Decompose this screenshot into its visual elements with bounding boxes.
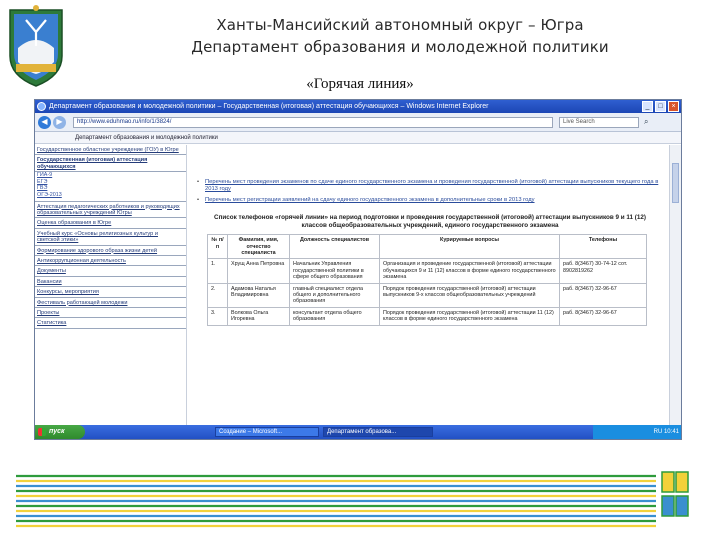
sidebar-item[interactable]: Государственное областное учреждение (ГОУ) в Югре <box>35 145 186 155</box>
sidebar-item[interactable]: Аттестация педагогических работников и руководящих образовательных учреждений Югры <box>35 202 186 219</box>
column-header: Курируемые вопросы <box>380 235 560 259</box>
table-cell: раб. 8(3467) 32-96-67 <box>560 307 647 325</box>
region-title: Ханты-Мансийский автономный округ – Югра <box>216 16 584 34</box>
table-cell: Порядок проведения государственной (итоговой) аттестации выпускников 9-х классов общеобразовательных учреждений <box>380 283 560 307</box>
department-title: Департамент образования и молодежной политики <box>191 38 609 56</box>
column-header: № п/п <box>208 235 228 259</box>
table-cell: Адамова Наталья Владимировна <box>228 283 290 307</box>
main-content <box>195 145 665 427</box>
search-input[interactable]: Live Search <box>559 117 639 128</box>
start-button[interactable]: пуск <box>35 425 85 439</box>
table-cell: Организация и проведение государственной (итоговой) аттестации обучающихся 9 и 11 (12) классов в форме единого государственного экзамена <box>380 259 560 283</box>
close-button[interactable]: × <box>668 101 679 112</box>
sidebar-item[interactable]: Конкурсы, мероприятия <box>35 287 186 297</box>
table-cell: 3. <box>208 307 228 325</box>
window-title: Департамент образования и молодежной политики – Государственная (итоговая) аттестация обучающихся – Windows Internet Explorer <box>49 103 489 110</box>
slide-subtitle: «Горячая линия» <box>306 76 414 92</box>
sidebar-subitem[interactable]: ОГЭ-2013 <box>35 192 186 202</box>
sidebar-item[interactable]: Статистика <box>35 318 186 328</box>
address-bar <box>35 113 681 132</box>
ie-logo-icon <box>37 102 46 111</box>
sidebar-subitem[interactable]: ГВЭ <box>37 185 48 192</box>
column-header: Фамилия, имя, отчество специалиста <box>228 235 290 259</box>
sidebar-item[interactable]: Антикоррупционная деятельность <box>35 256 186 266</box>
scrollbar-thumb[interactable] <box>672 163 679 203</box>
sidebar-item[interactable]: Документы <box>35 266 186 276</box>
table-cell: раб. 8(3467) 32-96-67 <box>560 283 647 307</box>
browser-window <box>34 99 682 440</box>
vertical-scrollbar[interactable] <box>669 145 681 427</box>
taskbar-task-active[interactable]: Департамент образова... <box>323 427 433 437</box>
url-input[interactable]: http://www.eduhmao.ru/info/1/3824/ <box>73 117 553 128</box>
table-row <box>208 259 647 283</box>
sidebar-item[interactable]: Проекты <box>35 308 186 318</box>
table-header-row <box>208 235 647 259</box>
favorites-tab[interactable]: Департамент образования и молодежной политики <box>75 135 218 141</box>
decorative-stripes <box>16 474 656 530</box>
table-cell: 2. <box>208 283 228 307</box>
taskbar-task[interactable]: Создание – Microsoft... <box>215 427 319 437</box>
forward-button[interactable]: ▶ <box>53 116 66 129</box>
table-cell: Хрущ Анна Петровна <box>228 259 290 283</box>
table-cell: Волкова Ольга Игоревна <box>228 307 290 325</box>
sidebar-item[interactable]: Вакансии <box>35 277 186 287</box>
table-row <box>208 307 647 325</box>
sidebar-subitem[interactable]: ГИА-9 <box>37 172 53 179</box>
table-cell: 1. <box>208 259 228 283</box>
sidebar-item[interactable]: Оценка образования в Югре <box>35 218 186 228</box>
table-row <box>208 283 647 307</box>
column-header: Телефоны <box>560 235 647 259</box>
table-cell: консультант отдела общего образования <box>290 307 380 325</box>
page-content <box>35 145 671 427</box>
open-book-logo-icon <box>660 466 690 526</box>
sidebar-item-gia[interactable]: Государственная (итоговая) аттестация обучающихся <box>35 155 186 172</box>
sidebar-item[interactable]: Формирование здорового образа жизни детей <box>35 246 186 256</box>
sidebar <box>35 145 187 427</box>
taskbar <box>35 425 682 439</box>
header <box>120 14 680 58</box>
table-cell: Начальник Управления государственной политики в сфере общего образования <box>290 259 380 283</box>
search-icon[interactable]: ⌕ <box>644 117 649 126</box>
document-link[interactable]: • Перечень мест проведения экзаменов по сдаче единого государственного экзамена и проведения государственной (итоговой) аттестации выпускников текущего года в 2013 году <box>195 179 665 193</box>
table-cell: раб. 8(3467) 30-74-12 сот. 8902819262 <box>560 259 647 283</box>
table-cell: главный специалист отдела общего и дополнительного образования <box>290 283 380 307</box>
back-button[interactable]: ◀ <box>38 116 51 129</box>
system-tray: RU 10:41 <box>593 425 682 439</box>
sidebar-item[interactable]: Фестиваль работающей молодежи <box>35 298 186 308</box>
hotline-table <box>207 234 647 325</box>
window-titlebar <box>35 100 681 113</box>
minimize-button[interactable]: _ <box>642 101 653 112</box>
table-cell: Порядок проведения государственной (итоговой) аттестации 11 (12) классов в форме единого государственного экзамена <box>380 307 560 325</box>
document-link[interactable]: • Перечень мест регистрации заявлений на сдачу единого государственного экзамена в дополнительные сроки в 2013 году <box>195 197 665 204</box>
maximize-button[interactable]: □ <box>655 101 666 112</box>
sidebar-subitem[interactable]: ЕГЭ <box>37 178 48 185</box>
favorites-bar <box>35 132 681 144</box>
sidebar-item[interactable]: Учебный курс «Основы религиозных культур и светской этики» <box>35 229 186 246</box>
table-title: Список телефонов «горячей линии» на период подготовки и проведения государственной (итоговой) аттестации выпускников 9 и 11 (12) классов общеобразовательных учреждений, единого государственного экзамена <box>214 214 646 229</box>
column-header: Должность специалистов <box>290 235 380 259</box>
